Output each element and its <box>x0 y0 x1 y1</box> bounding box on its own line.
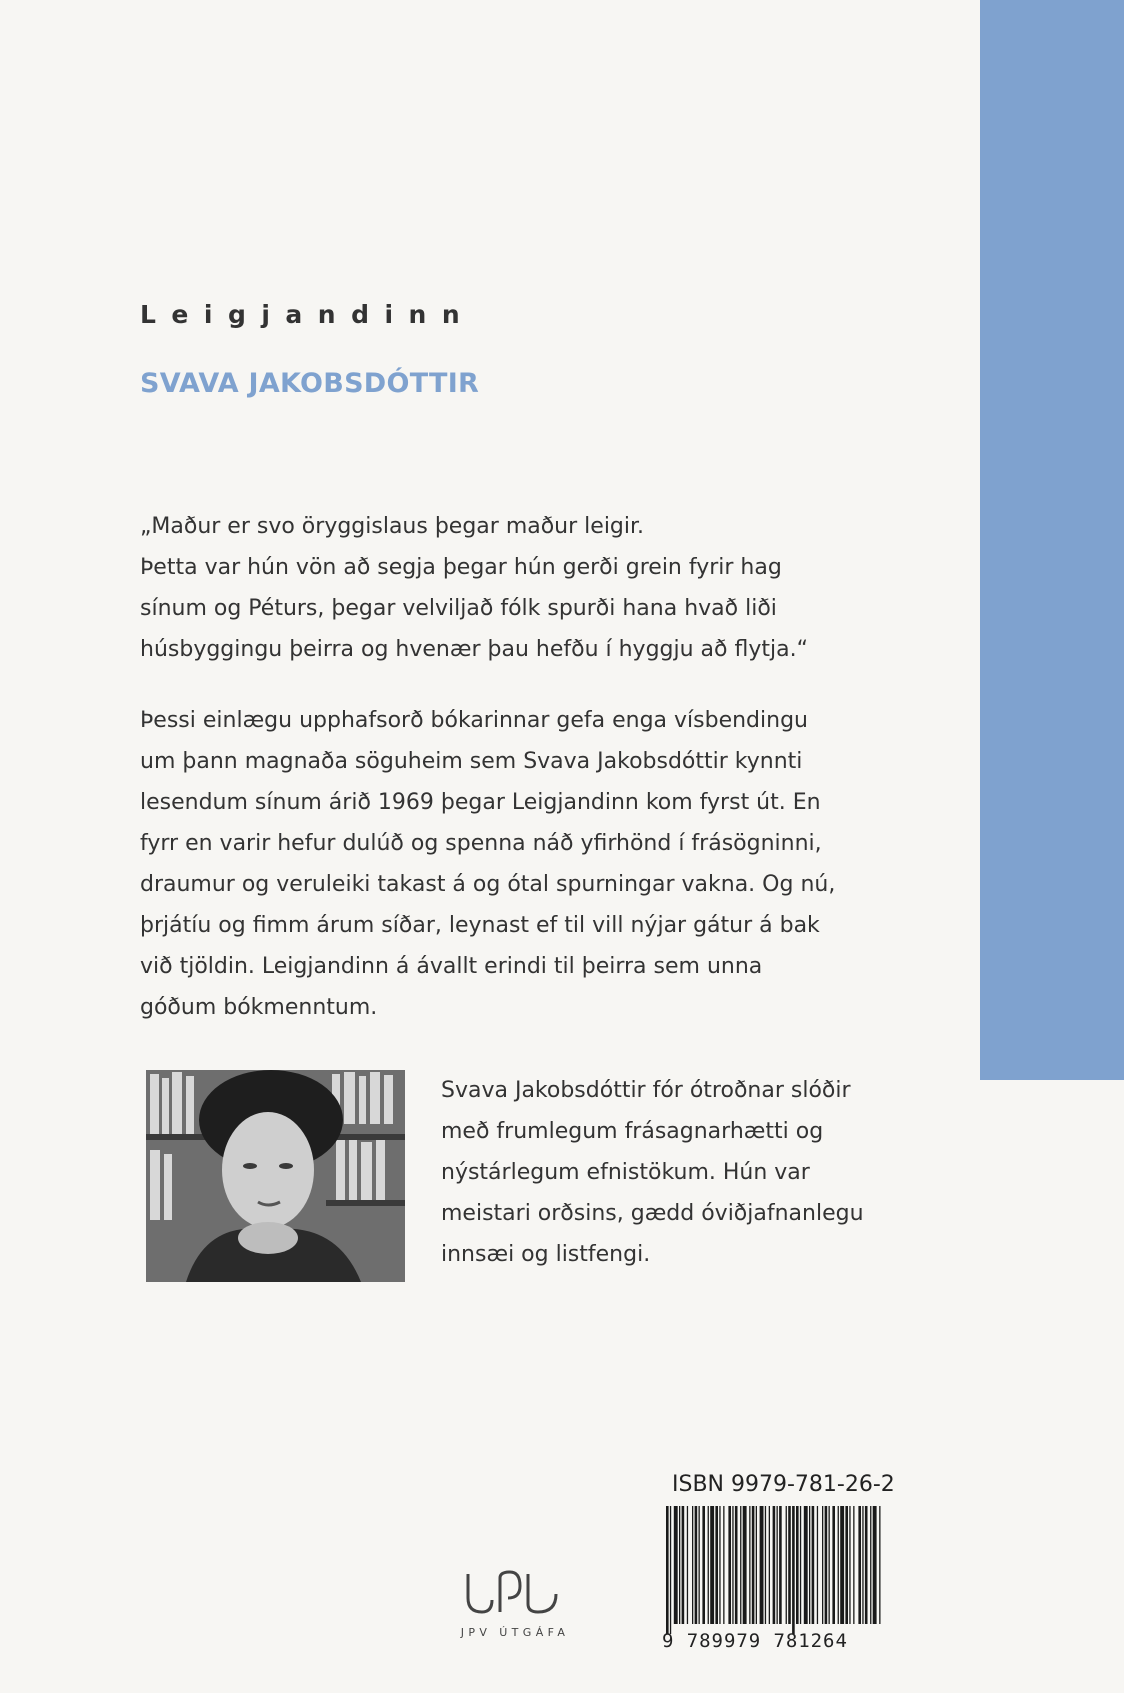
barcode-bar <box>849 1506 850 1624</box>
barcode-bar <box>812 1506 815 1624</box>
barcode-bar <box>817 1506 818 1624</box>
bio-line: með frumlegum frásagnarhætti og <box>441 1119 824 1144</box>
bio-line: nýstárlegum efnistökum. Hún var <box>441 1160 810 1185</box>
barcode-bar <box>715 1506 718 1624</box>
blurb-line: um þann magnaða söguheim sem Svava Jakobsdóttir kynnti <box>140 749 803 774</box>
barcode-bar <box>870 1506 871 1624</box>
bio-line: Svava Jakobsdóttir fór ótroðnar slóðir <box>441 1078 851 1103</box>
bio-line: innsæi og listfengi. <box>441 1242 651 1267</box>
barcode-bar <box>708 1506 709 1624</box>
author-photo-image <box>146 1070 405 1282</box>
barcode-bar <box>853 1506 854 1624</box>
barcode-bar <box>692 1506 693 1624</box>
barcode-bar <box>728 1506 731 1624</box>
author-name: SVAVA JAKOBSDÓTTIR <box>140 368 480 399</box>
quote-line: „Maður er svo öryggislaus þegar maður leigir. <box>140 514 645 539</box>
barcode-bar <box>788 1506 791 1624</box>
blurb-line: lesendum sínum árið 1969 þegar Leigjandinn kom fyrst út. En <box>140 790 821 815</box>
barcode-bar <box>773 1506 776 1624</box>
barcode-bar <box>832 1506 835 1624</box>
barcode-bar <box>792 1506 795 1634</box>
barcode-bar <box>760 1506 764 1624</box>
barcode-bar <box>732 1506 733 1624</box>
barcode-bar <box>769 1506 770 1624</box>
blurb-line: við tjöldin. Leigjandinn á ávallt erindi til þeirra sem unna <box>140 954 763 979</box>
barcode-bar <box>822 1506 823 1624</box>
barcode-bar <box>804 1506 808 1624</box>
barcode-bar <box>702 1506 705 1624</box>
barcode-bar <box>682 1506 685 1624</box>
barcode-bar <box>710 1506 714 1624</box>
barcode-bar <box>687 1506 688 1624</box>
barcode-bar <box>838 1506 839 1624</box>
barcode-bar <box>695 1506 698 1624</box>
barcode-bar <box>735 1506 738 1624</box>
book-blurb <box>140 700 960 1028</box>
isbn-number: ISBN 9979-781-26-2 <box>672 1472 895 1497</box>
barcode-bar <box>756 1506 757 1624</box>
opening-quote <box>140 506 960 670</box>
barcode-bar <box>840 1506 844 1624</box>
barcode-bar <box>858 1506 861 1624</box>
barcode-bar <box>719 1506 720 1624</box>
barcode-bar <box>752 1506 755 1624</box>
quote-line: húsbyggingu þeirra og hvenær þau hefðu í hyggju að flytja.“ <box>140 637 808 662</box>
barcode-bar <box>740 1506 741 1624</box>
quote-line: Þetta var hún vön að segja þegar hún gerði grein fyrir hag <box>140 555 782 580</box>
barcode-bar <box>786 1506 787 1624</box>
jpv-logo-icon <box>462 1568 562 1620</box>
blurb-line: Þessi einlægu upphafsorð bókarinnar gefa enga vísbendingu <box>140 708 808 733</box>
blurb-line: þrjátíu og fimm árum síðar, leynast ef til vill nýjar gátur á bak <box>140 913 820 938</box>
barcode-bar <box>879 1506 880 1624</box>
barcode-bar <box>845 1506 848 1624</box>
barcode-bar <box>865 1506 868 1624</box>
author-photo <box>146 1070 405 1282</box>
book-title: Leigjandinn <box>140 300 476 329</box>
barcode-digits: 9 789979 781264 <box>662 1630 848 1652</box>
barcode-bar <box>873 1506 877 1624</box>
barcode-bar <box>743 1506 747 1624</box>
barcode-bar <box>777 1506 778 1624</box>
barcode-image <box>662 1506 884 1634</box>
barcode-bar <box>666 1506 669 1634</box>
barcode-bar <box>829 1506 830 1624</box>
barcode-bar <box>809 1506 810 1624</box>
barcode-bar <box>699 1506 700 1624</box>
barcode-bar <box>796 1506 799 1624</box>
barcode-bar <box>679 1506 680 1624</box>
barcode-bar <box>723 1506 724 1624</box>
blurb-line: draumur og veruleiki takast á og ótal spurningar vakna. Og nú, <box>140 872 836 897</box>
author-bio <box>441 1070 901 1275</box>
quote-line: sínum og Péturs, þegar velviljað fólk spurði hana hvað liði <box>140 596 777 621</box>
barcode-bar <box>825 1506 828 1624</box>
barcode-bar <box>862 1506 863 1624</box>
barcode-bar <box>800 1506 801 1624</box>
blurb-line: fyrr en varir hefur dulúð og spenna náð yfirhönd í frásögninni, <box>140 831 822 856</box>
spine-color-band <box>980 0 1124 1080</box>
barcode-bar <box>749 1506 750 1624</box>
bio-line: meistari orðsins, gædd óviðjafnanlegu <box>441 1201 864 1226</box>
barcode-bar <box>670 1506 671 1634</box>
barcode-bar <box>674 1506 678 1624</box>
barcode-bar <box>779 1506 782 1624</box>
barcode-bar <box>765 1506 766 1624</box>
publisher-name: JPV ÚTGÁFA <box>460 1626 570 1639</box>
blurb-line: góðum bókmenntum. <box>140 995 378 1020</box>
